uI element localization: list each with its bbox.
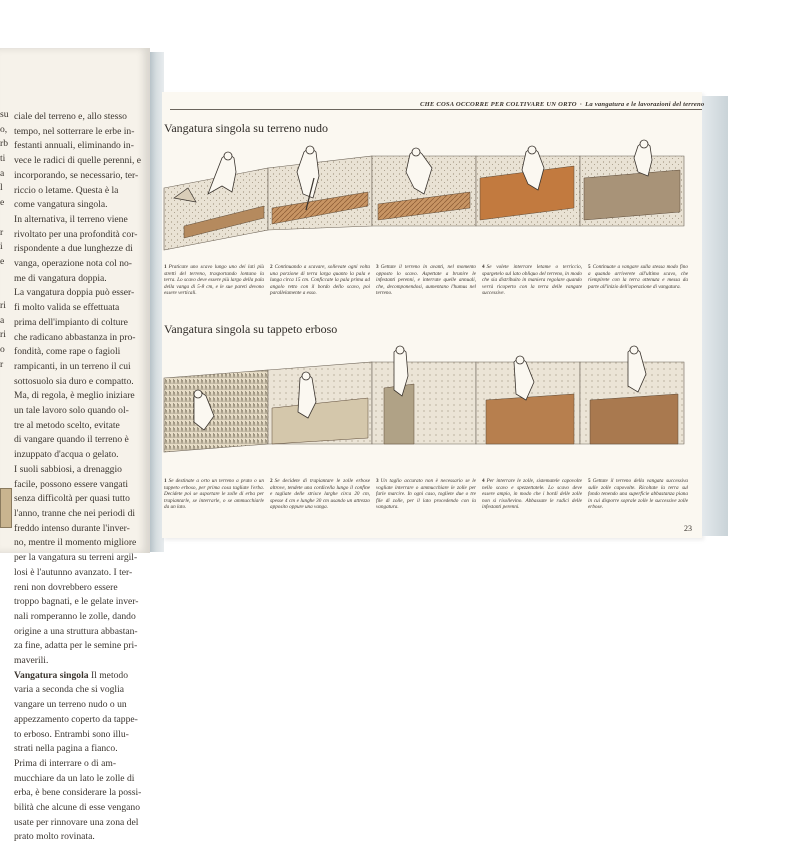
caption-step-3 [376, 264, 476, 297]
left-page-line: origine a una struttura abbastan- [14, 625, 138, 637]
left-page-line: La vangatura doppia può esser- [14, 287, 135, 299]
caption-number: 3 [376, 264, 379, 270]
edge-fragment [0, 211, 12, 226]
edge-fragment: a [0, 167, 5, 179]
section-title-bare-soil: Vangatura singola su terreno nudo [164, 121, 328, 135]
page-edge-shadow [702, 96, 728, 536]
panel-5 [580, 140, 684, 226]
left-page-subheading: Vangatura singola [14, 669, 89, 681]
caption-step-2 [270, 264, 370, 297]
left-page-line: ciale del terreno e, allo stesso [14, 111, 127, 122]
edge-fragment: i [0, 241, 3, 253]
edge-fragment: l [0, 182, 3, 194]
caption-step-5 [588, 478, 688, 511]
edge-fragment: rb [0, 138, 8, 150]
caption-step-1 [164, 264, 264, 297]
panel-1 [164, 152, 268, 250]
caption-number: 4 [482, 264, 485, 270]
left-page-line: to erboso. Entrambi sono illu- [14, 728, 129, 740]
left-page-line: usate per rinnovare una zona del [14, 816, 139, 828]
caption-text: Continuando a scavare, sollevate ogni volta una porzione di terra larga quanto la pala e lunga circa 15 cm. Conficcate la pala prima ad angolo retto con il bordo dello scavo, poi parallelamente a esso. [270, 264, 370, 297]
caption-number: 3 [376, 478, 379, 484]
caption-text: Un taglio accurato non è necessario se le vogliate interrare o ammucchiare le zolle per farle marcire. In ogni caso, togliete due o tre file di zolle, per il lato procedendo con la vangatura. [376, 478, 476, 511]
caption-step-5 [588, 264, 688, 297]
left-page-line: per la vangatura su terreni argil- [14, 552, 138, 564]
left-page-line: prima dell'impianto di colture [14, 316, 128, 328]
turf-panel-4 [476, 356, 580, 444]
caption-text: Praticate uno scavo lungo uno dei lati più stretti del terreno, trasportando lontano la terra. Lo scavo deve essere più largo della pala della vanga di 5-8 cm, e le sue pareti devono essere verticali. [164, 264, 264, 297]
left-page-line: fi molto valida se effettuata [14, 302, 120, 314]
left-page-line: di vangare quando il terreno è [14, 434, 129, 446]
left-page-edge-text [0, 108, 12, 387]
left-page-line: vangare un terreno nudo o un [14, 699, 127, 711]
left-page-line: prato molto rovinata. [14, 831, 95, 843]
left-page-line: freddo intenso durante l'inver- [14, 522, 130, 534]
left-page-line: strati nella pagina a fianco. [14, 743, 118, 755]
left-page-line: facile, possono essere vangati [14, 478, 129, 490]
left-page-line: Prima di interrare o di am- [14, 757, 117, 769]
left-page-line: In alternativa, il terreno viene [14, 213, 128, 225]
caption-step-1 [164, 478, 264, 511]
header-rule [170, 109, 702, 110]
caption-step-4 [482, 478, 582, 511]
left-page-line: tre al metodo scelto, evitate [14, 419, 120, 431]
caption-text: Gettate il terreno della vangata successiva sulle zolle capovolte. Ricoltate la terra sul fondo tenendo una superficie abbastanza piana in cui disporre soprale zolle le successive zolle erbose. [588, 478, 688, 511]
caption-step-3 [376, 478, 476, 511]
turf-panel-3 [372, 346, 476, 444]
caption-number: 1 [164, 264, 167, 270]
page-number: 23 [684, 524, 692, 533]
caption-step-4 [482, 264, 582, 297]
running-head-left: CHE COSA OCCORRE PER COLTIVARE UN ORTO [420, 101, 577, 108]
left-page-line: un tale lavoro solo quando ol- [14, 405, 129, 417]
caption-text: Se destinate a orto un terreno a prato o un tappeto erboso, per prima cosa tagliate l'erba. Decidete poi se asportare le zolle di erba per trapiantarle, se interrarle, o se ammucchiarle da un lato. [164, 478, 264, 511]
caption-number: 1 [164, 478, 167, 484]
panel-2 [268, 146, 372, 230]
left-page-line: losi è l'autunno avanzato. I ter- [14, 566, 133, 578]
turf-panel-1 [164, 370, 268, 452]
edge-fragment: r [0, 226, 4, 238]
caption-number: 5 [588, 478, 591, 484]
panel-4 [476, 146, 580, 226]
caption-step-2 [270, 478, 370, 511]
illustration-bare-soil [164, 148, 684, 256]
edge-fragment: su [0, 109, 9, 120]
edge-fragment: e [0, 255, 5, 267]
captions-bare-soil [164, 264, 688, 297]
captions-turf [164, 478, 688, 511]
running-head: CHE COSA OCCORRE PER COLTIVARE UN ORTO · La vangatura e le lavorazioni del terreno [420, 101, 705, 108]
left-page-line: rispondente a due lunghezze di [14, 243, 133, 255]
left-page-line: vece le radici di quelle perenni, e [14, 155, 142, 167]
edge-fragment: ri [0, 299, 6, 311]
edge-fragment: o, [0, 123, 8, 135]
left-page-line: incorporando, se necessario, ter- [14, 169, 139, 181]
left-page-line: tempo, nel sotterrare le erbe in- [14, 125, 135, 137]
left-page-line: za fine, adatta per le semine pri- [14, 640, 138, 652]
left-page-line: I suoli sabbiosi, a drenaggio [14, 463, 122, 475]
edge-fragment: o [0, 344, 5, 355]
edge-fragment [0, 284, 12, 299]
left-page-line: l'anno, tranne che nei periodi di [14, 507, 136, 519]
turf-panel-5 [580, 346, 684, 444]
caption-text: Se volete interrare letame o terriccio, spargetelo sul lato obliquo del terreno, in modo che sia distribuito in maniera regolare quando verrà ricoperto con la terra delle vangate successive. [482, 264, 582, 297]
edge-fragment: r [0, 358, 4, 370]
left-page-line: senza difficoltà per quasi tutto [14, 493, 130, 505]
caption-number: 2 [270, 478, 273, 484]
illustration-turf [164, 348, 684, 468]
left-page-line: bilità che alcune di esse vengano [14, 802, 141, 814]
left-page-line: no, mentre il momento migliore [14, 537, 137, 549]
left-page-line: inzuppato d'acqua o gelato. [14, 449, 119, 461]
edge-fragment: a [0, 314, 5, 326]
edge-fragment: e [0, 197, 5, 209]
left-page-line: troppo bagnati, e le gelate inver- [14, 596, 139, 608]
left-page-line: festanti annuali, eliminando in- [14, 140, 134, 152]
left-page [0, 48, 150, 843]
left-page-photo-edge [0, 488, 12, 528]
left-page-line: maverili. [14, 655, 49, 667]
caption-text: Gettate il terreno in avanti, nel momento opposto lo scavo. Aspettate a brunire le infestanti perenni, e interrate quelle annuali, che, decomponendosi, aumentano l'humus nel terreno. [376, 264, 476, 297]
left-page-line: vanga, operazione nota col no- [14, 258, 133, 270]
caption-text: Se decidete di trapiantare le zolle erbose altrove, tendete una cordicella lungo il confine e tagliate delle strisce larghe circa 20 cm, spesse 4 cm e lunghe 30 cm usando un attrezzo apposito oppure una vanga. [270, 478, 370, 511]
caption-number: 2 [270, 264, 273, 270]
left-page-line: rampicanti, in un terreno il cui [14, 360, 131, 372]
edge-fragment [0, 372, 12, 387]
left-page-line: sottosuolo sia duro e compatto. [14, 375, 134, 387]
panel-3 [372, 148, 476, 226]
left-page-line: Ma, di regola, è meglio iniziare [14, 390, 135, 402]
caption-number: 5 [588, 264, 591, 270]
edge-fragment: ri [0, 329, 6, 341]
left-page-line: reni non dovrebbero essere [14, 581, 118, 593]
edge-fragment: ti [0, 153, 6, 165]
left-page-line: che radicano abbastanza in pro- [14, 331, 136, 343]
section-title-turf: Vangatura singola su tappeto erboso [164, 322, 338, 336]
left-page-line: rivoltato per una profondità cor- [14, 228, 138, 240]
left-page-line: mucchiare da un lato le zolle di [14, 772, 135, 784]
left-page-line: come vangatura singola. [14, 199, 108, 211]
left-page-line: me di vangatura doppia. [14, 272, 107, 284]
caption-text: Continuate a vangare sulla stessa modo fino a quando arriverete all'ultimo scavo, che riempirete con la terra ottenuta e messa da parte all'inizio dell'operazione di vangatura. [588, 264, 688, 290]
caption-number: 4 [482, 478, 485, 484]
left-page-line: fondità, come rape o fagioli [14, 346, 121, 358]
edge-fragment [0, 270, 12, 285]
left-page-line: appezzamento coperto da tappe- [14, 713, 138, 725]
left-page-line: nali romperanno le zolle, dando [14, 610, 136, 622]
left-page-line: erba, è bene considerare la possi- [14, 787, 142, 799]
left-page-line: varia a seconda che si voglia [14, 684, 125, 696]
running-head-right: La vangatura e le lavorazioni del terreno [585, 101, 705, 108]
caption-text: Per interrare le zolle, sistematele capovolte nello scavo e spezzettatele. Lo scavo deve essere ampio, in modo che i bordi delle zolle non si risollevino. Abbassate le radici delle infestanti perenni. [482, 478, 582, 511]
turf-panel-2 [268, 362, 372, 444]
left-page-line: riccio o letame. Questa è la [14, 184, 119, 196]
left-page-text: ciale del terreno e, allo stesso tempo, nel sotterrare le erbe in- festanti annuali, eliminando in- vece le radici di quelle perenni, e incorporando, se necessario, ter- riccio o letame. Questa è la come vangatura singola. In alternativa, il terreno viene rivoltato per una profondità cor- rispondente a due lunghezze di vanga, operazione nota col no- me di vangatura doppia. La vangatura doppia può esser- fi molto valida se effettuata prima dell'impianto di colture che radicano abbastanza in pro- fondità, come rape o fagioli rampicanti, in un terreno il cui sottosuolo sia duro e compatto. Ma, di regola, è meglio iniziare un tale lavoro solo quando ol- tre al metodo scelto, evitate di vangare quando il terreno è inzuppato d'acqua o gelato. I suoli sabbiosi, a drenaggio facile, possono essere vangati senza difficoltà per quasi tutto l'anno, tranne che nei periodi di freddo intenso durante l'inver- no, mentre il momento migliore per la vangatura su terreni argil- losi è l'autunno avanzato. I ter- reni non dovrebbero essere troppo bagnati, e le gelate inver- nali romperanno le zolle, dando origine a una struttura abbastan- za fine, adatta per le semine pri- maverili. Vangatura singola Il metodo varia a seconda che si voglia vangare un terreno nudo o un appezzamento coperto da tappe- to erboso. Entrambi sono illu- strati nella pagina a fianco. Prima di interrare o di am- mucchiare da un lato le zolle di erba, è bene considerare la possi- bilità che alcune di esse vengano usate per rinnovare una zona del prato molto rovinata. [14, 110, 142, 845]
